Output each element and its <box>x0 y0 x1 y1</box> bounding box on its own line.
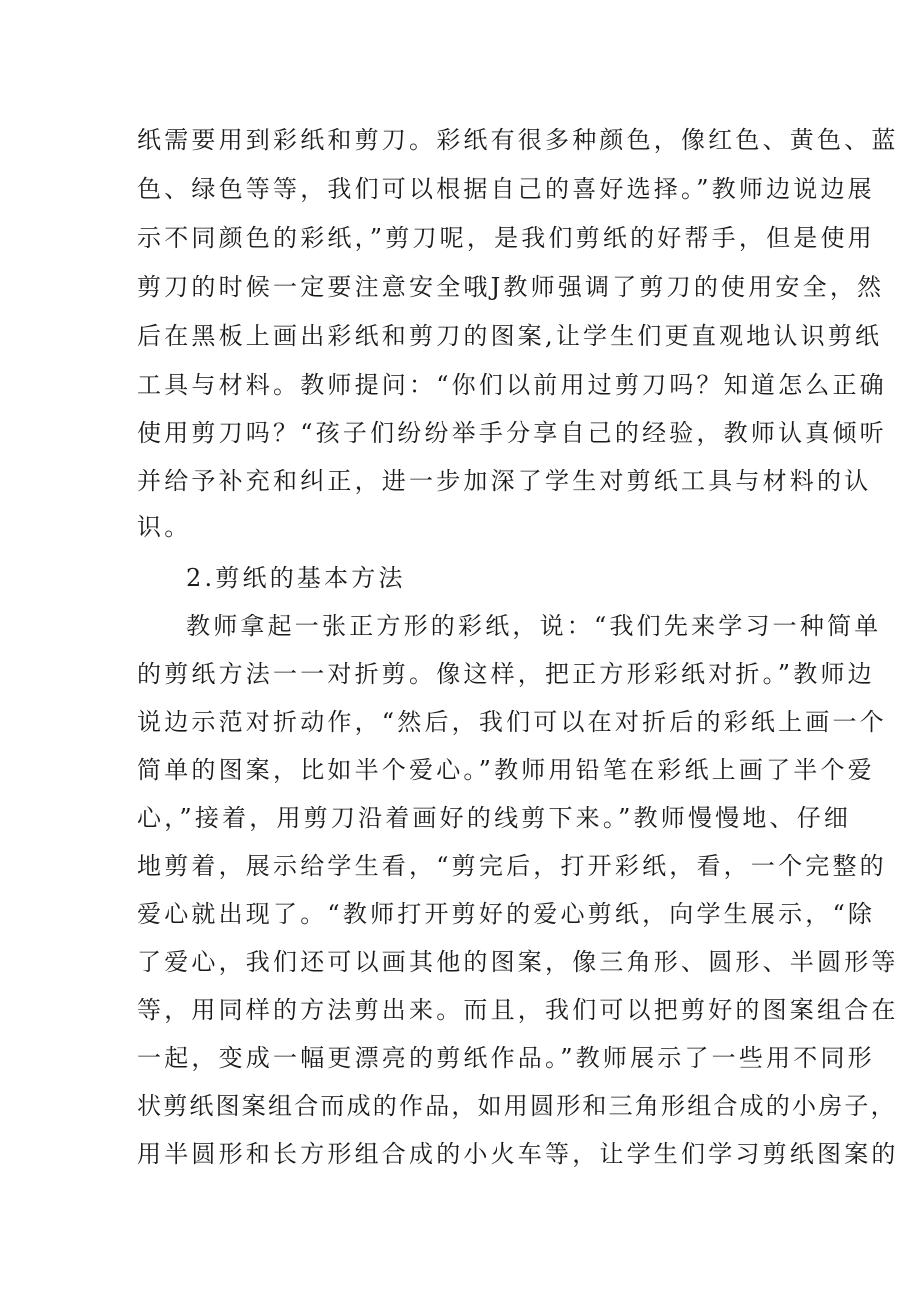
text-line: 心，”接着，用剪刀沿着画好的线剪下来。”教师慢慢地、仔细 <box>137 804 852 832</box>
text-line: 示不同颜色的彩纸，”剪刀呢，是我们剪纸的好帮手，但是使用 <box>137 224 875 252</box>
text-line: 等，用同样的方法剪出来。而且，我们可以把剪好的图案组合在 <box>137 996 899 1024</box>
text-line: 简单的图案，比如半个爱心。”教师用铅笔在彩纸上画了半个爱 <box>137 756 875 784</box>
text-line: 识。 <box>137 513 192 541</box>
text-line: 纸需要用到彩纸和剪刀。彩纸有很多种颜色，像红色、黄色、蓝 <box>137 126 899 154</box>
text-line: 一起，变成一幅更漂亮的剪纸作品。”教师展示了一些用不同形 <box>137 1044 875 1072</box>
text-line: 后在黑板上画出彩纸和剪刀的图案,让学生们更直观地认识剪纸 <box>137 322 883 350</box>
text-line: 工具与材料。教师提问：“你们以前用过剪刀吗？知道怎么正确 <box>137 371 887 399</box>
section-heading: 2.剪纸的基本方法 <box>186 564 406 592</box>
text-line: 状剪纸图案组合而成的作品，如用圆形和三角形组合成的小房子， <box>137 1092 897 1120</box>
text-line: 了爱心，我们还可以画其他的图案，像三角形、圆形、半圆形等 <box>137 948 899 976</box>
text-line: 并给予补充和纠正，进一步加深了学生对剪纸工具与材料的认 <box>137 467 872 495</box>
text-line: 教师拿起一张正方形的彩纸，说：“我们先来学习一种简单 <box>186 612 882 640</box>
text-line: 地剪着，展示给学生看，“剪完后，打开彩纸，看，一个完整的 <box>137 852 887 880</box>
text-line: 说边示范对折动作，“然后，我们可以在对折后的彩纸上画一个 <box>137 708 887 736</box>
text-line: 剪刀的时候一定要注意安全哦J教师强调了剪刀的使用安全，然 <box>137 273 885 301</box>
text-line: 爱心就出现了。“教师打开剪好的爱心剪纸，向学生展示，“除 <box>137 900 876 928</box>
text-line: 使用剪刀吗？“孩子们纷纷举手分享自己的经验，教师认真倾听 <box>137 419 887 447</box>
text-line: 用半圆形和长方形组合成的小火车等，让学生们学习剪纸图案的 <box>137 1140 899 1168</box>
text-line: 色、绿色等等，我们可以根据自己的喜好选择。”教师边说边展 <box>137 175 875 203</box>
text-line: 的剪纸方法一一对折剪。像这样，把正方形彩纸对折。”教师边 <box>137 660 875 688</box>
